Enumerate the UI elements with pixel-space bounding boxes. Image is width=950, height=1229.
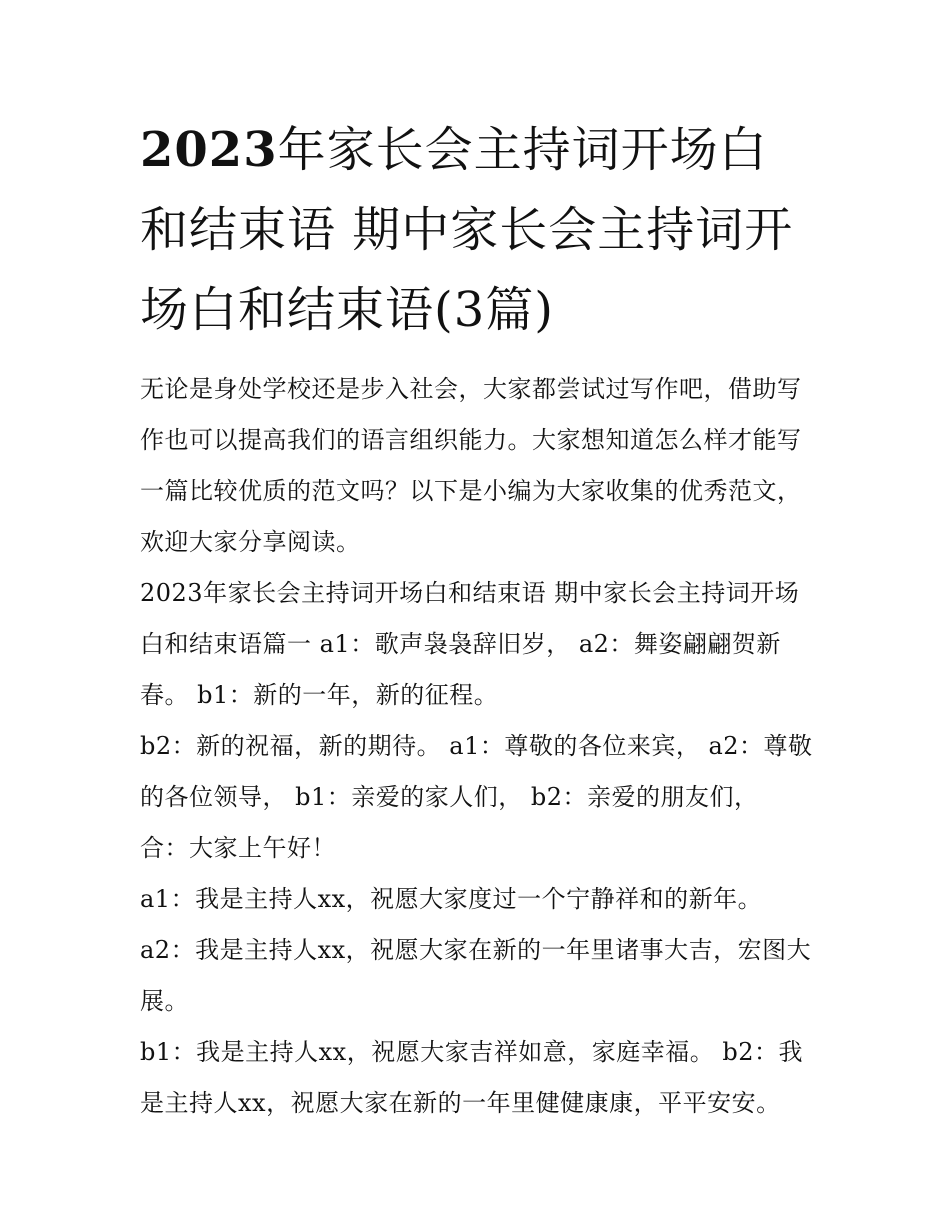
title-year: 2023 <box>140 122 278 178</box>
document-page <box>140 110 815 1129</box>
body-paragraph: b2：新的祝福，新的期待。 a1：尊敬的各位来宾， a2：尊敬的各位领导， b1：亲爱的家人们， b2：亲爱的朋友们， 合：大家上午好！ <box>140 732 813 862</box>
intro-paragraph: 无论是身处学校还是步入社会，大家都尝试过写作吧，借助写作也可以提高我们的语言组织能力。大家想知道怎么样才能写一篇比较优质的范文吗？以下是小编为大家收集的优秀范文，欢迎大家分享阅读。 <box>140 375 802 556</box>
document-title <box>140 110 815 350</box>
title-text: 年家长会主持词开场白和结束语 期中家长会主持词开场白和结束语(3篇) <box>140 122 794 338</box>
body-paragraph: a1：我是主持人xx，祝愿大家度过一个宁静祥和的新年。 <box>140 885 763 913</box>
body-paragraph: b1：我是主持人xx，祝愿大家吉祥如意，家庭幸福。 b2：我是主持人xx，祝愿大家在新的一年里健健康康，平平安安。 <box>140 1038 803 1117</box>
body-paragraph: 2023年家长会主持词开场白和结束语 期中家长会主持词开场白和结束语篇一 a1：歌声袅袅辞旧岁， a2：舞姿翩翩贺新春。 b1：新的一年，新的征程。 <box>140 579 800 709</box>
body-paragraph: a2：我是主持人xx，祝愿大家在新的一年里诸事大吉，宏图大展。 <box>140 936 812 1015</box>
